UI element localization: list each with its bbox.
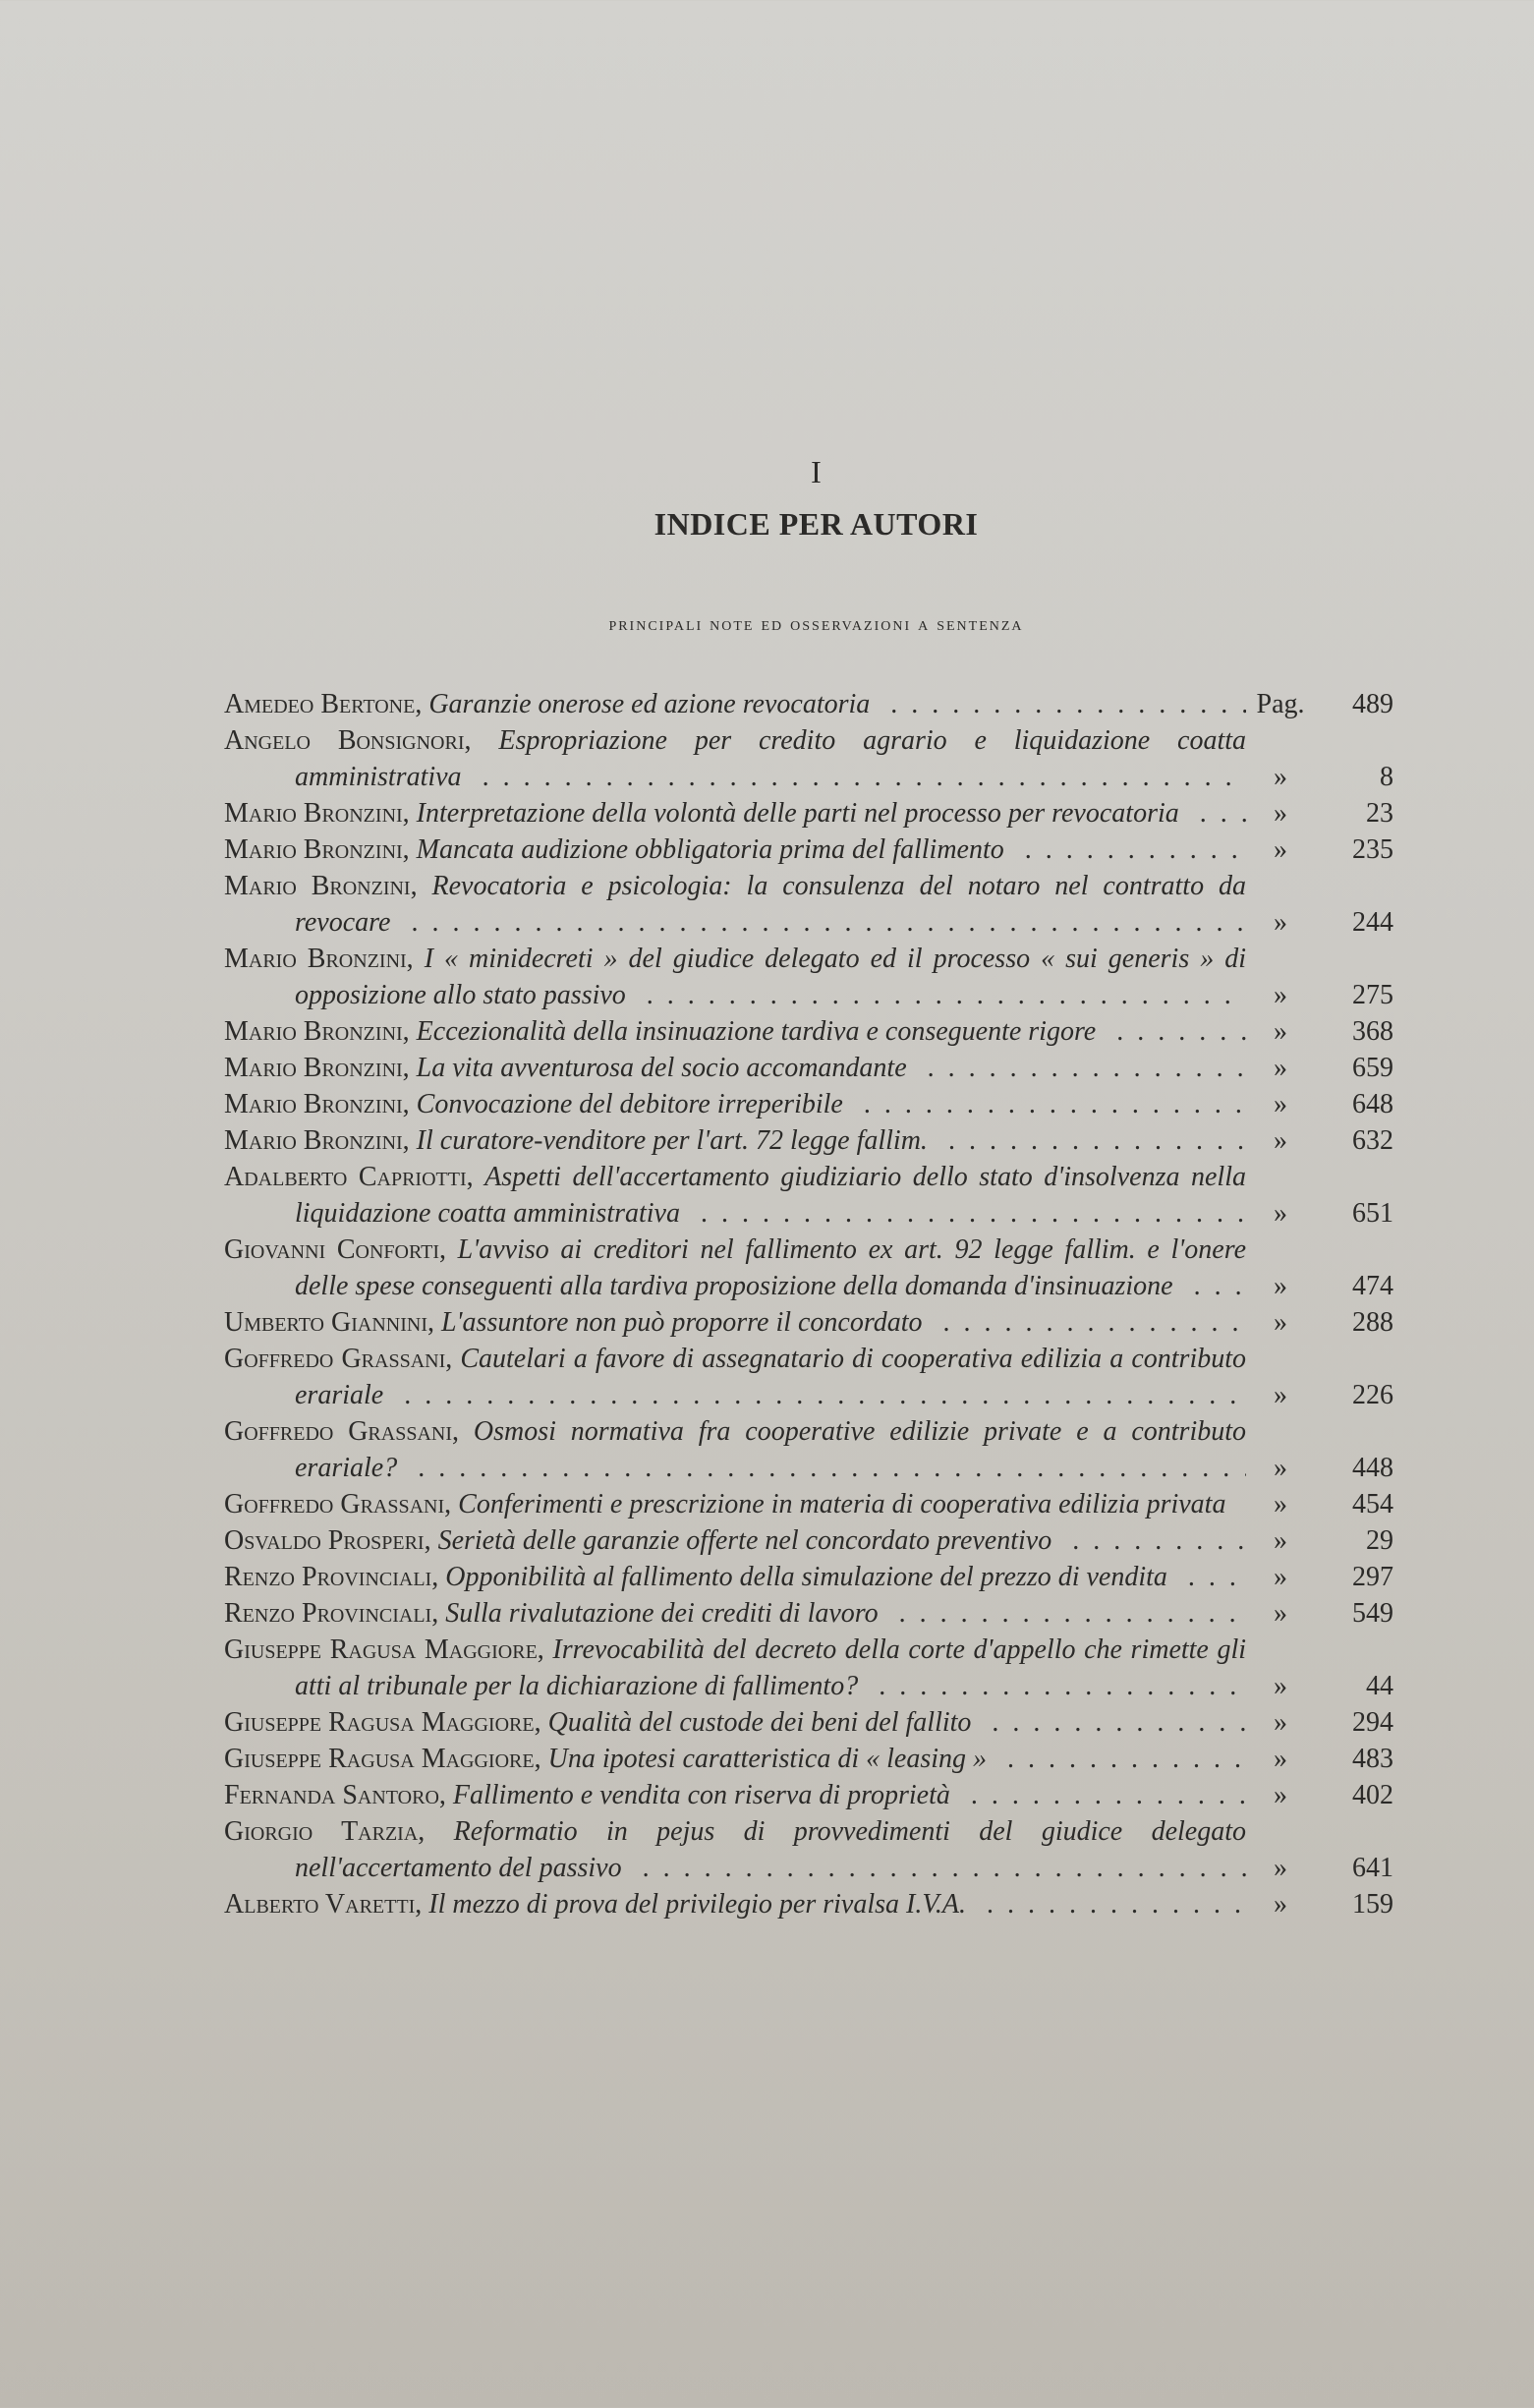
entry-author: Mario Bronzini, — [224, 1016, 410, 1047]
entry-title: Serietà delle garanzie offerte nel concordato preventivo — [437, 1525, 1052, 1556]
entry-author: Mario Bronzini, — [224, 944, 414, 974]
page-marker: » — [1274, 1562, 1287, 1592]
entry-title: L'assuntore non può proporre il concordato — [440, 1307, 923, 1338]
index-entry — [224, 831, 1393, 868]
entry-text — [224, 722, 1246, 795]
page-number: 294 — [1352, 1707, 1393, 1738]
page-marker: » — [1274, 762, 1287, 792]
page-marker: » — [1274, 1053, 1287, 1083]
entry-author: Renzo Provinciali, — [224, 1562, 439, 1592]
page-marker: » — [1274, 1671, 1287, 1701]
entry-author: Goffredo Grassani, — [224, 1489, 452, 1519]
entry-text — [224, 1813, 1246, 1886]
page-marker: » — [1274, 1744, 1287, 1774]
page-number: 226 — [1352, 1380, 1393, 1410]
entry-title: Revocatoria e psicologia: la consulenza del notaro nel contratto da revocare — [295, 871, 1246, 938]
index-entry — [224, 1741, 1393, 1777]
section-number: I — [811, 454, 822, 489]
page-number: 454 — [1352, 1489, 1393, 1519]
page-marker: » — [1274, 1380, 1287, 1410]
index-entry — [224, 795, 1393, 831]
index-entry — [224, 686, 1393, 722]
entry-text — [224, 1159, 1246, 1232]
index-entry — [224, 1522, 1393, 1559]
index-entry — [224, 1159, 1393, 1232]
entry-title: Sulla rivalutazione dei crediti di lavoro — [445, 1598, 879, 1629]
entry-author: Mario Bronzini, — [224, 871, 418, 901]
index-entry — [224, 1086, 1393, 1122]
entry-title: Mancata audizione obbligatoria prima del fallimento — [416, 834, 1004, 865]
page-number: 368 — [1352, 1016, 1393, 1047]
page-marker: » — [1274, 1707, 1287, 1738]
entry-text — [224, 1232, 1246, 1304]
entry-text — [224, 1704, 1246, 1741]
page-marker: » — [1274, 1853, 1287, 1883]
entry-title: Qualità del custode dei beni del fallito — [547, 1707, 972, 1738]
index-entry — [224, 1777, 1393, 1813]
entry-title: Il mezzo di prova del privilegio per rivalsa I.V.A. — [428, 1889, 966, 1920]
entry-author: Angelo Bonsignori, — [224, 725, 472, 756]
entry-text — [224, 1522, 1246, 1559]
index-entry — [224, 1559, 1393, 1595]
author-index-list — [224, 686, 1393, 1922]
entry-text — [224, 868, 1246, 941]
entry-author: Giovanni Conforti, — [224, 1234, 446, 1265]
entry-text — [224, 941, 1246, 1013]
entry-text — [224, 1122, 1246, 1159]
index-entry — [224, 1704, 1393, 1741]
page-marker: » — [1274, 1598, 1287, 1629]
entry-author: Renzo Provinciali, — [224, 1598, 439, 1629]
entry-title: Fallimento e vendita con riserva di proprietà — [452, 1780, 950, 1810]
page-number: 159 — [1352, 1889, 1393, 1920]
page-number: 448 — [1352, 1453, 1393, 1483]
entry-text — [224, 1595, 1246, 1632]
entry-title: Cautelari a favore di assegnatario di cooperativa edilizia a contributo erariale — [295, 1344, 1246, 1410]
entry-text — [224, 1013, 1246, 1050]
entry-title: Una ipotesi caratteristica di « leasing » — [547, 1744, 988, 1774]
entry-text — [224, 1777, 1246, 1813]
page-number: 632 — [1352, 1125, 1393, 1156]
entry-title: Convocazione del debitore irreperibile — [416, 1089, 843, 1119]
page-number: 648 — [1352, 1089, 1393, 1119]
entry-title: L'avviso ai creditori nel fallimento ex art. 92 legge fallim. e l'onere delle spese conseguenti alla tardiva proposizione della domanda d'insinuazione — [295, 1234, 1246, 1301]
entry-author: Amedeo Bertone, — [224, 689, 423, 719]
entry-author: Fernanda Santoro, — [224, 1780, 446, 1810]
entry-title: Opponibilità al fallimento della simulazione del prezzo di vendita — [445, 1562, 1167, 1592]
index-entry — [224, 722, 1393, 795]
entry-text — [224, 1304, 1246, 1341]
entry-text — [224, 1413, 1246, 1486]
page-marker: » — [1274, 907, 1287, 938]
entry-text — [224, 831, 1246, 868]
entry-text — [224, 686, 1246, 722]
page-marker: » — [1274, 1125, 1287, 1156]
index-entry — [224, 941, 1393, 1013]
entry-text — [224, 1886, 1246, 1922]
entry-text — [224, 1341, 1246, 1413]
index-entry — [224, 868, 1393, 941]
entry-text — [224, 1632, 1246, 1704]
entry-text — [224, 1050, 1246, 1086]
entry-title: Espropriazione per credito agrario e liquidazione coatta amministrativa — [295, 725, 1246, 792]
entry-title: Garanzie onerose ed azione revocatoria — [428, 689, 871, 719]
page-marker: » — [1274, 1453, 1287, 1483]
entry-author: Mario Bronzini, — [224, 1089, 410, 1119]
entry-author: Giuseppe Ragusa Maggiore, — [224, 1744, 541, 1774]
index-entry — [224, 1632, 1393, 1704]
entry-author: Adalberto Capriotti, — [224, 1162, 474, 1192]
entry-title: Reformatio in pejus di provvedimenti del giudice delegato nell'accertamento del passivo — [295, 1816, 1246, 1883]
index-entry — [224, 1595, 1393, 1632]
entry-author: Alberto Varetti, — [224, 1889, 423, 1920]
page-number: 651 — [1352, 1198, 1393, 1229]
page-marker: » — [1274, 1889, 1287, 1920]
page-marker: » — [1274, 1016, 1287, 1047]
entry-text — [224, 795, 1246, 831]
entry-title: Conferimenti e prescrizione in materia di cooperativa edilizia privata — [458, 1489, 1226, 1519]
entry-author: Giuseppe Ragusa Maggiore, — [224, 1707, 541, 1738]
entry-title: Interpretazione della volontà delle parti nel processo per revocatoria — [416, 798, 1179, 829]
page-number: 44 — [1366, 1671, 1393, 1701]
index-entry — [224, 1486, 1393, 1522]
index-entry — [224, 1886, 1393, 1922]
index-entry — [224, 1232, 1393, 1304]
entry-title: Eccezionalità della insinuazione tardiva e conseguente rigore — [416, 1016, 1097, 1047]
entry-author: Osvaldo Prosperi, — [224, 1525, 431, 1556]
entry-title: I « minidecreti » del giudice delegato ed il processo « sui generis » di opposizione allo stato passivo — [295, 944, 1246, 1010]
page-title: INDICE PER AUTORI — [653, 506, 979, 542]
entry-title: Irrevocabilità del decreto della corte d'appello che rimette gli atti al tribunale per la dichiarazione di fallimento? — [295, 1634, 1246, 1701]
page-marker: » — [1274, 980, 1287, 1010]
page-number: 483 — [1352, 1744, 1393, 1774]
page-marker: » — [1274, 1780, 1287, 1810]
page-number: 288 — [1352, 1307, 1393, 1338]
page-number: 402 — [1352, 1780, 1393, 1810]
page-number: 549 — [1352, 1598, 1393, 1629]
page-marker: » — [1274, 1198, 1287, 1229]
index-entry — [224, 1304, 1393, 1341]
page-number: 29 — [1366, 1525, 1393, 1556]
entry-author: Giorgio Tarzia, — [224, 1816, 426, 1847]
entry-author: Mario Bronzini, — [224, 798, 410, 829]
page-number: 244 — [1352, 907, 1393, 938]
page-marker: Pag. — [1256, 689, 1305, 719]
entry-text — [224, 1559, 1246, 1595]
page-number: 235 — [1352, 834, 1393, 865]
entry-text — [224, 1741, 1246, 1777]
index-entry — [224, 1341, 1393, 1413]
entry-author: Goffredo Grassani, — [224, 1416, 460, 1447]
page-number: 8 — [1380, 762, 1393, 792]
entry-text — [224, 1486, 1246, 1522]
entry-author: Mario Bronzini, — [224, 834, 410, 865]
entry-title: Il curatore-venditore per l'art. 72 legge fallim. — [416, 1125, 928, 1156]
entry-title: Aspetti dell'accertamento giudiziario dello stato d'insolvenza nella liquidazione coatta amministrativa — [295, 1162, 1246, 1229]
page-number: 474 — [1352, 1271, 1393, 1301]
index-entry — [224, 1013, 1393, 1050]
entry-author: Umberto Giannini, — [224, 1307, 434, 1338]
page-marker: » — [1274, 834, 1287, 865]
index-entry — [224, 1122, 1393, 1159]
page-marker: » — [1274, 1307, 1287, 1338]
page-number: 659 — [1352, 1053, 1393, 1083]
entry-author: Goffredo Grassani, — [224, 1344, 453, 1374]
page-number: 641 — [1352, 1853, 1393, 1883]
page-number: 489 — [1352, 689, 1393, 719]
page-marker: » — [1274, 798, 1287, 829]
index-entry — [224, 1050, 1393, 1086]
entry-title: Osmosi normativa fra cooperative edilizie private e a contributo erariale? — [295, 1416, 1246, 1483]
page-number: 275 — [1352, 980, 1393, 1010]
page-marker: » — [1274, 1089, 1287, 1119]
entry-author: Giuseppe Ragusa Maggiore, — [224, 1634, 544, 1665]
entry-author: Mario Bronzini, — [224, 1125, 410, 1156]
index-entry — [224, 1813, 1393, 1886]
section-subtitle: principali note ed osservazioni a sentenza — [608, 613, 1024, 635]
entry-author: Mario Bronzini, — [224, 1053, 410, 1083]
page-marker: » — [1274, 1525, 1287, 1556]
page-marker: » — [1274, 1271, 1287, 1301]
page-number: 23 — [1366, 798, 1393, 829]
index-entry — [224, 1413, 1393, 1486]
entry-title: La vita avventurosa del socio accomandante — [416, 1053, 907, 1083]
page-number: 297 — [1352, 1562, 1393, 1592]
entry-text — [224, 1086, 1246, 1122]
page-marker: » — [1274, 1489, 1287, 1519]
